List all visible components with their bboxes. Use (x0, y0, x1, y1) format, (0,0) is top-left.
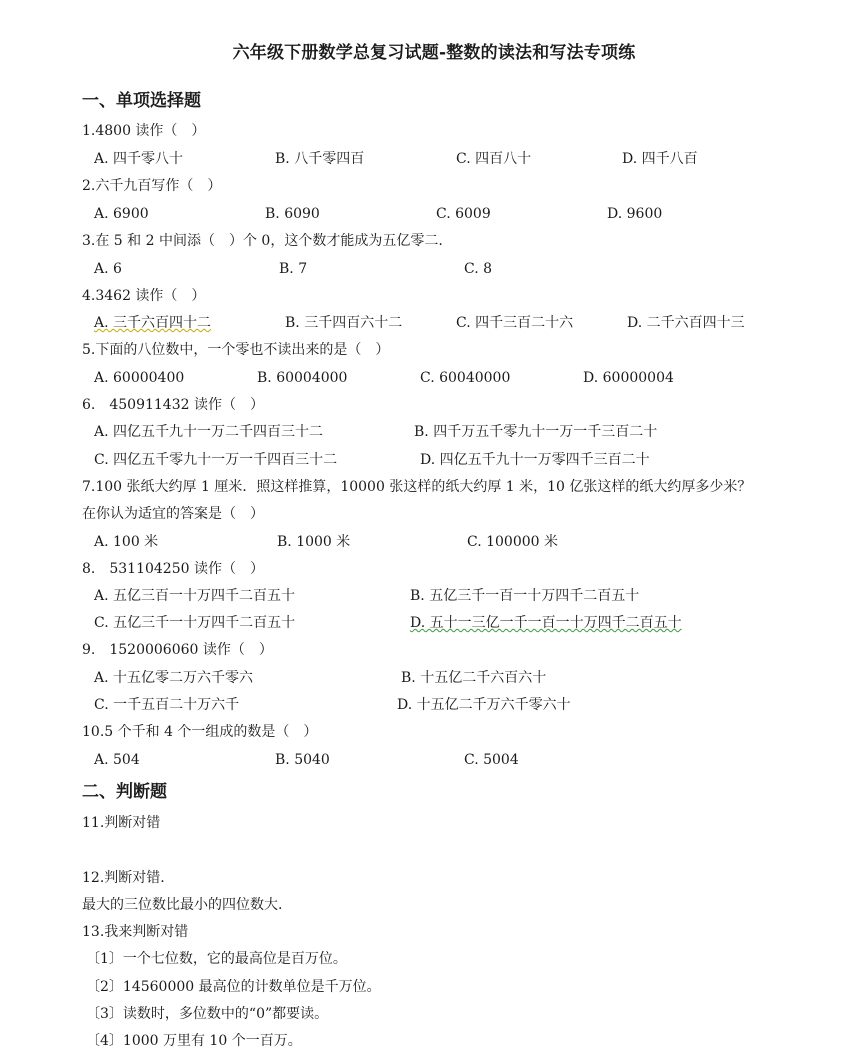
question-3-stem: 3.在 5 和 2 中间添（ ）个 0，这个数才能成为五亿零二. (82, 233, 443, 249)
question-13-item-2: 〔2〕14560000 最高位的计数单位是千万位。 (86, 979, 381, 995)
question-7-option-b: B. 1000 米 (277, 534, 351, 550)
question-2-stem: 2.六千九百写作（ ） (82, 178, 222, 194)
question-10-option-b: B. 5040 (275, 752, 330, 768)
question-3-option-a: A. 6 (94, 261, 122, 277)
question-13-item-4: 〔4〕1000 万里有 10 个一百万。 (86, 1033, 302, 1049)
question-7-stem-continued: 在你认为适宜的答案是（ ） (82, 506, 264, 522)
question-1-option-b: B. 八千零四百 (275, 151, 365, 167)
question-4-option-c: C. 四千三百二十六 (456, 315, 574, 331)
question-5-option-b: B. 60004000 (257, 370, 348, 386)
question-5-option-a: A. 60000400 (94, 370, 185, 386)
question-9-option-b: B. 十五亿二千六百六十 (401, 670, 547, 686)
question-10-option-c: C. 5004 (464, 752, 519, 768)
question-6-option-d: D. 四亿五千九十一万零四千三百二十 (420, 452, 650, 468)
question-4-stem: 4.3462 读作（ ） (82, 288, 206, 304)
question-9-option-d: D. 十五亿二千万六千零六十 (397, 697, 571, 713)
question-4-option-a (94, 314, 211, 332)
question-1-option-a: A. 四千零八十 (94, 151, 184, 167)
question-6-option-c: C. 四亿五千零九十一万一千四百三十二 (94, 452, 338, 468)
question-4-option-b: B. 三千四百六十二 (285, 315, 403, 331)
question-10-stem: 10.5 个千和 4 个一组成的数是（ ） (82, 724, 318, 740)
question-9-option-a: A. 十五亿零二万六千零六 (94, 670, 254, 686)
question-6-option-a: A. 四亿五千九十一万二千四百三十二 (94, 424, 324, 440)
question-9-stem: 9. 1520006060 读作（ ） (82, 642, 273, 658)
question-9-option-c: C. 一千五百二十万六千 (94, 697, 240, 713)
page-title: 六年级下册数学总复习试题-整数的读法和写法专项练 (232, 43, 636, 63)
question-13-item-1: 〔1〕一个七位数，它的最高位是百万位。 (86, 951, 347, 967)
question-3-option-c: C. 8 (464, 261, 493, 277)
section-heading-multiple-choice: 一、单项选择题 (82, 91, 201, 111)
question-8-stem: 8. 531104250 读作（ ） (82, 561, 264, 577)
question-8-option-b: B. 五亿三千一百一十万四千二百五十 (410, 588, 640, 604)
question-8-option-a: A. 五亿三百一十万四千二百五十 (94, 588, 296, 604)
question-3-option-b: B. 7 (279, 261, 308, 277)
question-7-stem: 7.100 张纸大约厚 1 厘米．照这样推算，10000 张这样的纸大约厚 1 米，10 亿张这样的纸大约厚多少米？ (82, 479, 752, 495)
question-2-option-b: B. 6090 (265, 206, 320, 222)
question-12-statement: 最大的三位数比最小的四位数大. (82, 897, 283, 913)
question-1-stem: 1.4800 读作（ ） (82, 123, 206, 139)
question-5-option-d: D. 60000004 (583, 370, 674, 386)
question-8-option-d-text: D. 五十一三亿一千一百一十万四千二百五十 (410, 615, 682, 631)
section-heading-true-false: 二、判断题 (82, 782, 167, 802)
question-7-option-c: C. 100000 米 (467, 534, 559, 550)
question-5-option-c: C. 60040000 (420, 370, 511, 386)
question-4-option-d: D. 二千六百四十三 (627, 315, 745, 331)
question-12-stem: 12.判断对错. (82, 870, 165, 886)
question-1-option-c: C. 四百八十 (456, 151, 532, 167)
question-11-stem: 11.判断对错 (82, 815, 161, 831)
question-13-item-3: 〔3〕读数时，多位数中的“0”都要读。 (86, 1006, 329, 1022)
question-2-option-d: D. 9600 (607, 206, 663, 222)
question-5-stem: 5.下面的八位数中，一个零也不读出来的是（ ） (82, 342, 390, 358)
question-2-option-a: A. 6900 (94, 206, 149, 222)
question-7-option-a: A. 100 米 (94, 534, 159, 550)
question-6-option-b: B. 四千万五千零九十一万一千三百二十 (414, 424, 658, 440)
question-8-option-d (410, 614, 682, 632)
question-6-stem: 6. 450911432 读作（ ） (82, 397, 264, 413)
question-13-stem: 13.我来判断对错 (82, 924, 189, 940)
question-8-option-c: C. 五亿三千一十万四千二百五十 (94, 615, 296, 631)
question-4-option-a-text: A. 三千六百四十二 (94, 315, 212, 331)
question-2-option-c: C. 6009 (436, 206, 491, 222)
question-10-option-a: A. 504 (94, 752, 140, 768)
question-1-option-d: D. 四千八百 (622, 151, 698, 167)
